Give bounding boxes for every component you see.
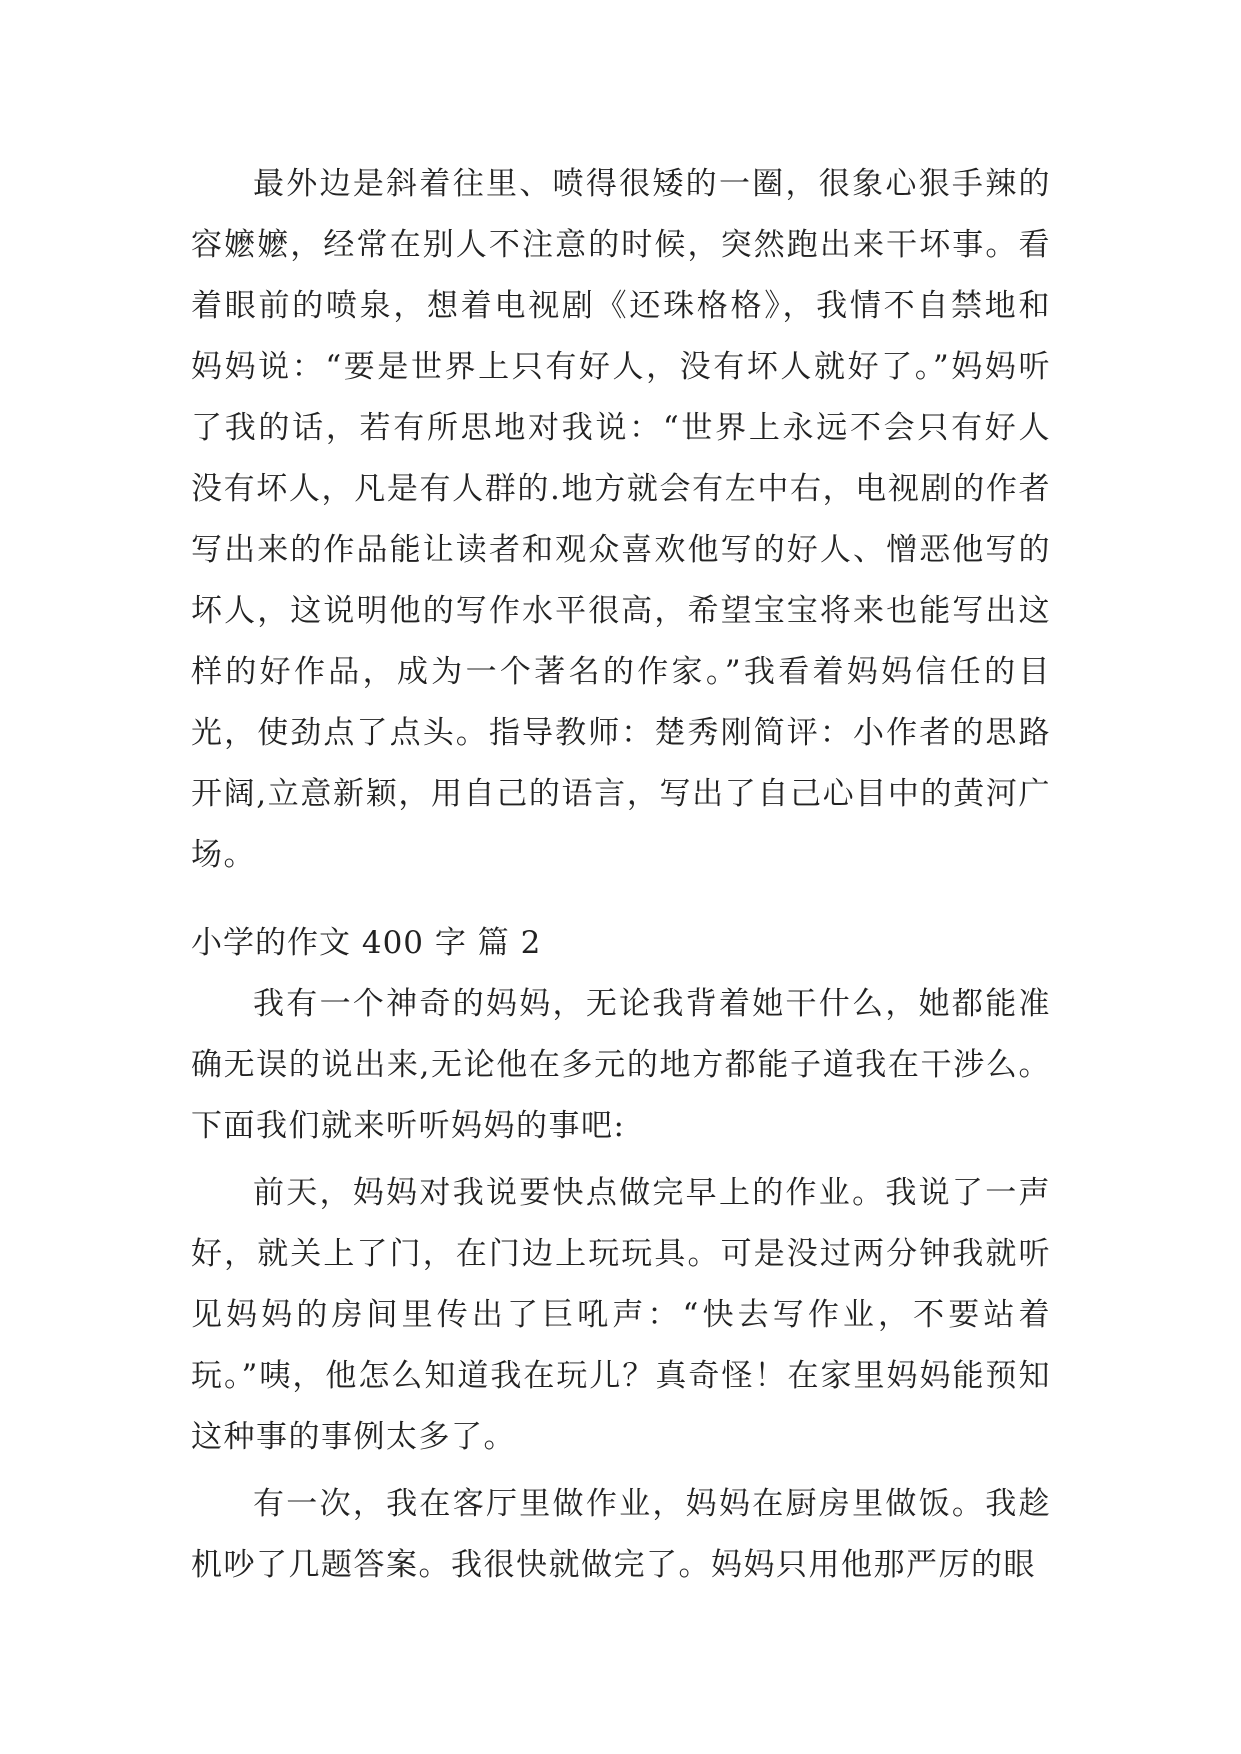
essay2-heading: 小学的作文 400 字 篇 2 [191,925,542,961]
essay2-body [191,974,1051,1602]
essay1-paragraph: 最外边是斜着往里、喷得很矮的一圈，很象心狠手辣的容嬷嬷，经常在别人不注意的时候，突然跑出来干坏事。看着眼前的喷泉，想着电视剧《还珠格格》，我情不自禁地和妈妈说：“要是世界上只有好人，没有坏人就好了。”妈妈听了我的话，若有所思地对我说：“世界上永远不会只有好人没有坏人，凡是有人群的.地方就会有左中右，电视剧的作者写出来的作品能让读者和观众喜欢他写的好人、憎恶他写的坏人，这说明他的写作水平很高，希望宝宝将来也能写出这样的好作品，成为一个著名的作家。”我看着妈妈信任的目光，使劲点了点头。指导教师：楚秀刚简评：小作者的思路开阔,立意新颖，用自己的语言，写出了自己心目中的黄河广场。 [191,166,1051,873]
essay2-paragraph-1: 我有一个神奇的妈妈，无论我背着她干什么，她都能准确无误的说出来,无论他在多元的地方都能子道我在干涉么。下面我们就来听听妈妈的事吧: [191,986,1051,1144]
essay2-paragraph-3: 有一次，我在客厅里做作业，妈妈在厨房里做饭。我趁机吵了几题答案。我很快就做完了。妈妈只用他那严厉的眼 [191,1486,1051,1583]
essay1-body [191,154,1051,886]
essay2-paragraph-2: 前天，妈妈对我说要快点做完早上的作业。我说了一声好，就关上了门，在门边上玩玩具。可是没过两分钟我就听见妈妈的房间里传出了巨吼声：“快去写作业，不要站着玩。”咦，他怎么知道我在玩儿？真奇怪！在家里妈妈能预知这种事的事例太多了。 [191,1175,1051,1455]
